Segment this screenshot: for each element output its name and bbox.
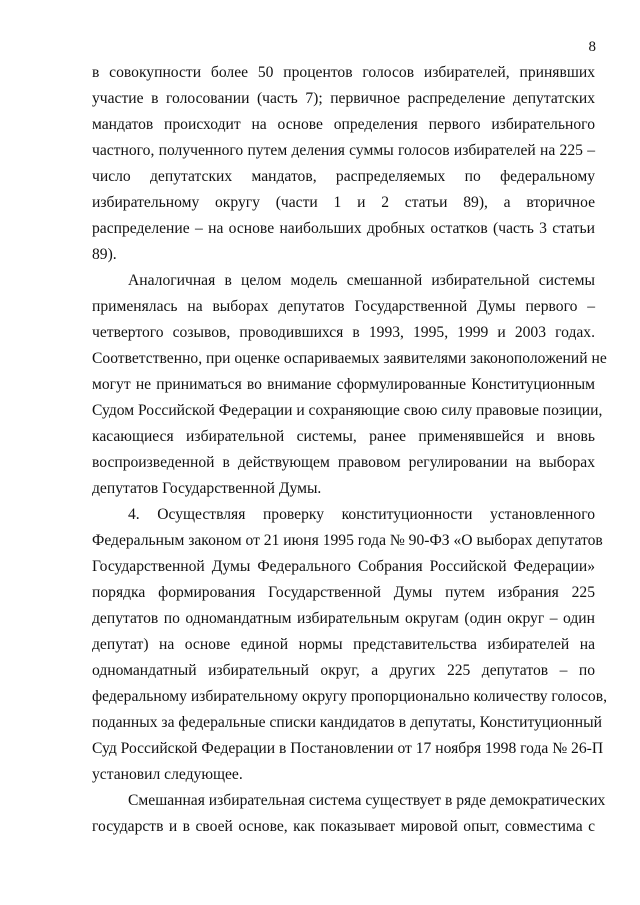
text-line: 89).: [92, 246, 117, 263]
document-body: [92, 60, 607, 840]
text-line: Соответственно, при оценке оспариваемых заявителями законоположений не: [92, 350, 607, 367]
text-line: применялась на выборах депутатов Государственной Думы первого –: [92, 298, 595, 315]
text-line: распределение – на основе наибольших дробных остатков (часть 3 статьи: [92, 220, 595, 237]
text-line: могут не приниматься во внимание сформулированные Конституционным: [92, 376, 595, 393]
text-line: поданных за федеральные списки кандидатов в депутаты, Конституционный: [92, 714, 602, 731]
text-line: федеральному избирательному округу пропорционально количеству голосов,: [92, 688, 607, 705]
text-line: касающиеся избирательной системы, ранее применявшейся и вновь: [92, 428, 595, 445]
text-line: число депутатских мандатов, распределяемых по федеральному: [92, 168, 595, 185]
text-line: Федеральным законом от 21 июня 1995 года № 90-ФЗ «О выборах депутатов: [92, 532, 603, 549]
text-line: Судом Российской Федерации и сохраняющие свою силу правовые позиции,: [92, 402, 603, 419]
text-line: установил следующее.: [92, 766, 243, 783]
text-line: порядка формирования Государственной Думы путем избрания 225: [92, 584, 595, 601]
text-line: депутатов по одномандатным избирательным округам (один округ – один: [92, 610, 595, 627]
text-line: государств и в своей основе, как показывает мировой опыт, совместима с: [92, 818, 595, 835]
paragraph-first-line: 4. Осуществляя проверку конституционности установленного: [128, 506, 595, 523]
text-line: одномандатный избирательный округ, а других 225 депутатов – по: [92, 662, 595, 679]
paragraph-first-line: Аналогичная в целом модель смешанной избирательной системы: [128, 272, 595, 289]
text-line: Государственной Думы Федерального Собрания Российской Федерации»: [92, 558, 595, 575]
text-line: частного, полученного путем деления суммы голосов избирателей на 225 –: [92, 142, 595, 159]
page-number: 8: [588, 39, 596, 55]
text-line: мандатов происходит на основе определения первого избирательного: [92, 116, 595, 133]
text-line: воспроизведенной в действующем правовом регулировании на выборах: [92, 454, 595, 471]
paragraph-first-line: Смешанная избирательная система существует в ряде демократических: [128, 792, 606, 809]
text-line: Суд Российской Федерации в Постановлении от 17 ноября 1998 года № 26-П: [92, 740, 604, 757]
text-line: участие в голосовании (часть 7); первичное распределение депутатских: [92, 90, 595, 107]
text-line: избирательному округу (части 1 и 2 статьи 89), а вторичное: [92, 194, 595, 211]
text-line: четвертого созывов, проводившихся в 1993, 1995, 1999 и 2003 годах.: [92, 324, 595, 341]
text-line: в совокупности более 50 процентов голосов избирателей, принявших: [92, 64, 595, 81]
text-line: депутатов Государственной Думы.: [92, 480, 322, 497]
text-line: депутат) на основе единой нормы представительства избирателей на: [92, 636, 595, 653]
